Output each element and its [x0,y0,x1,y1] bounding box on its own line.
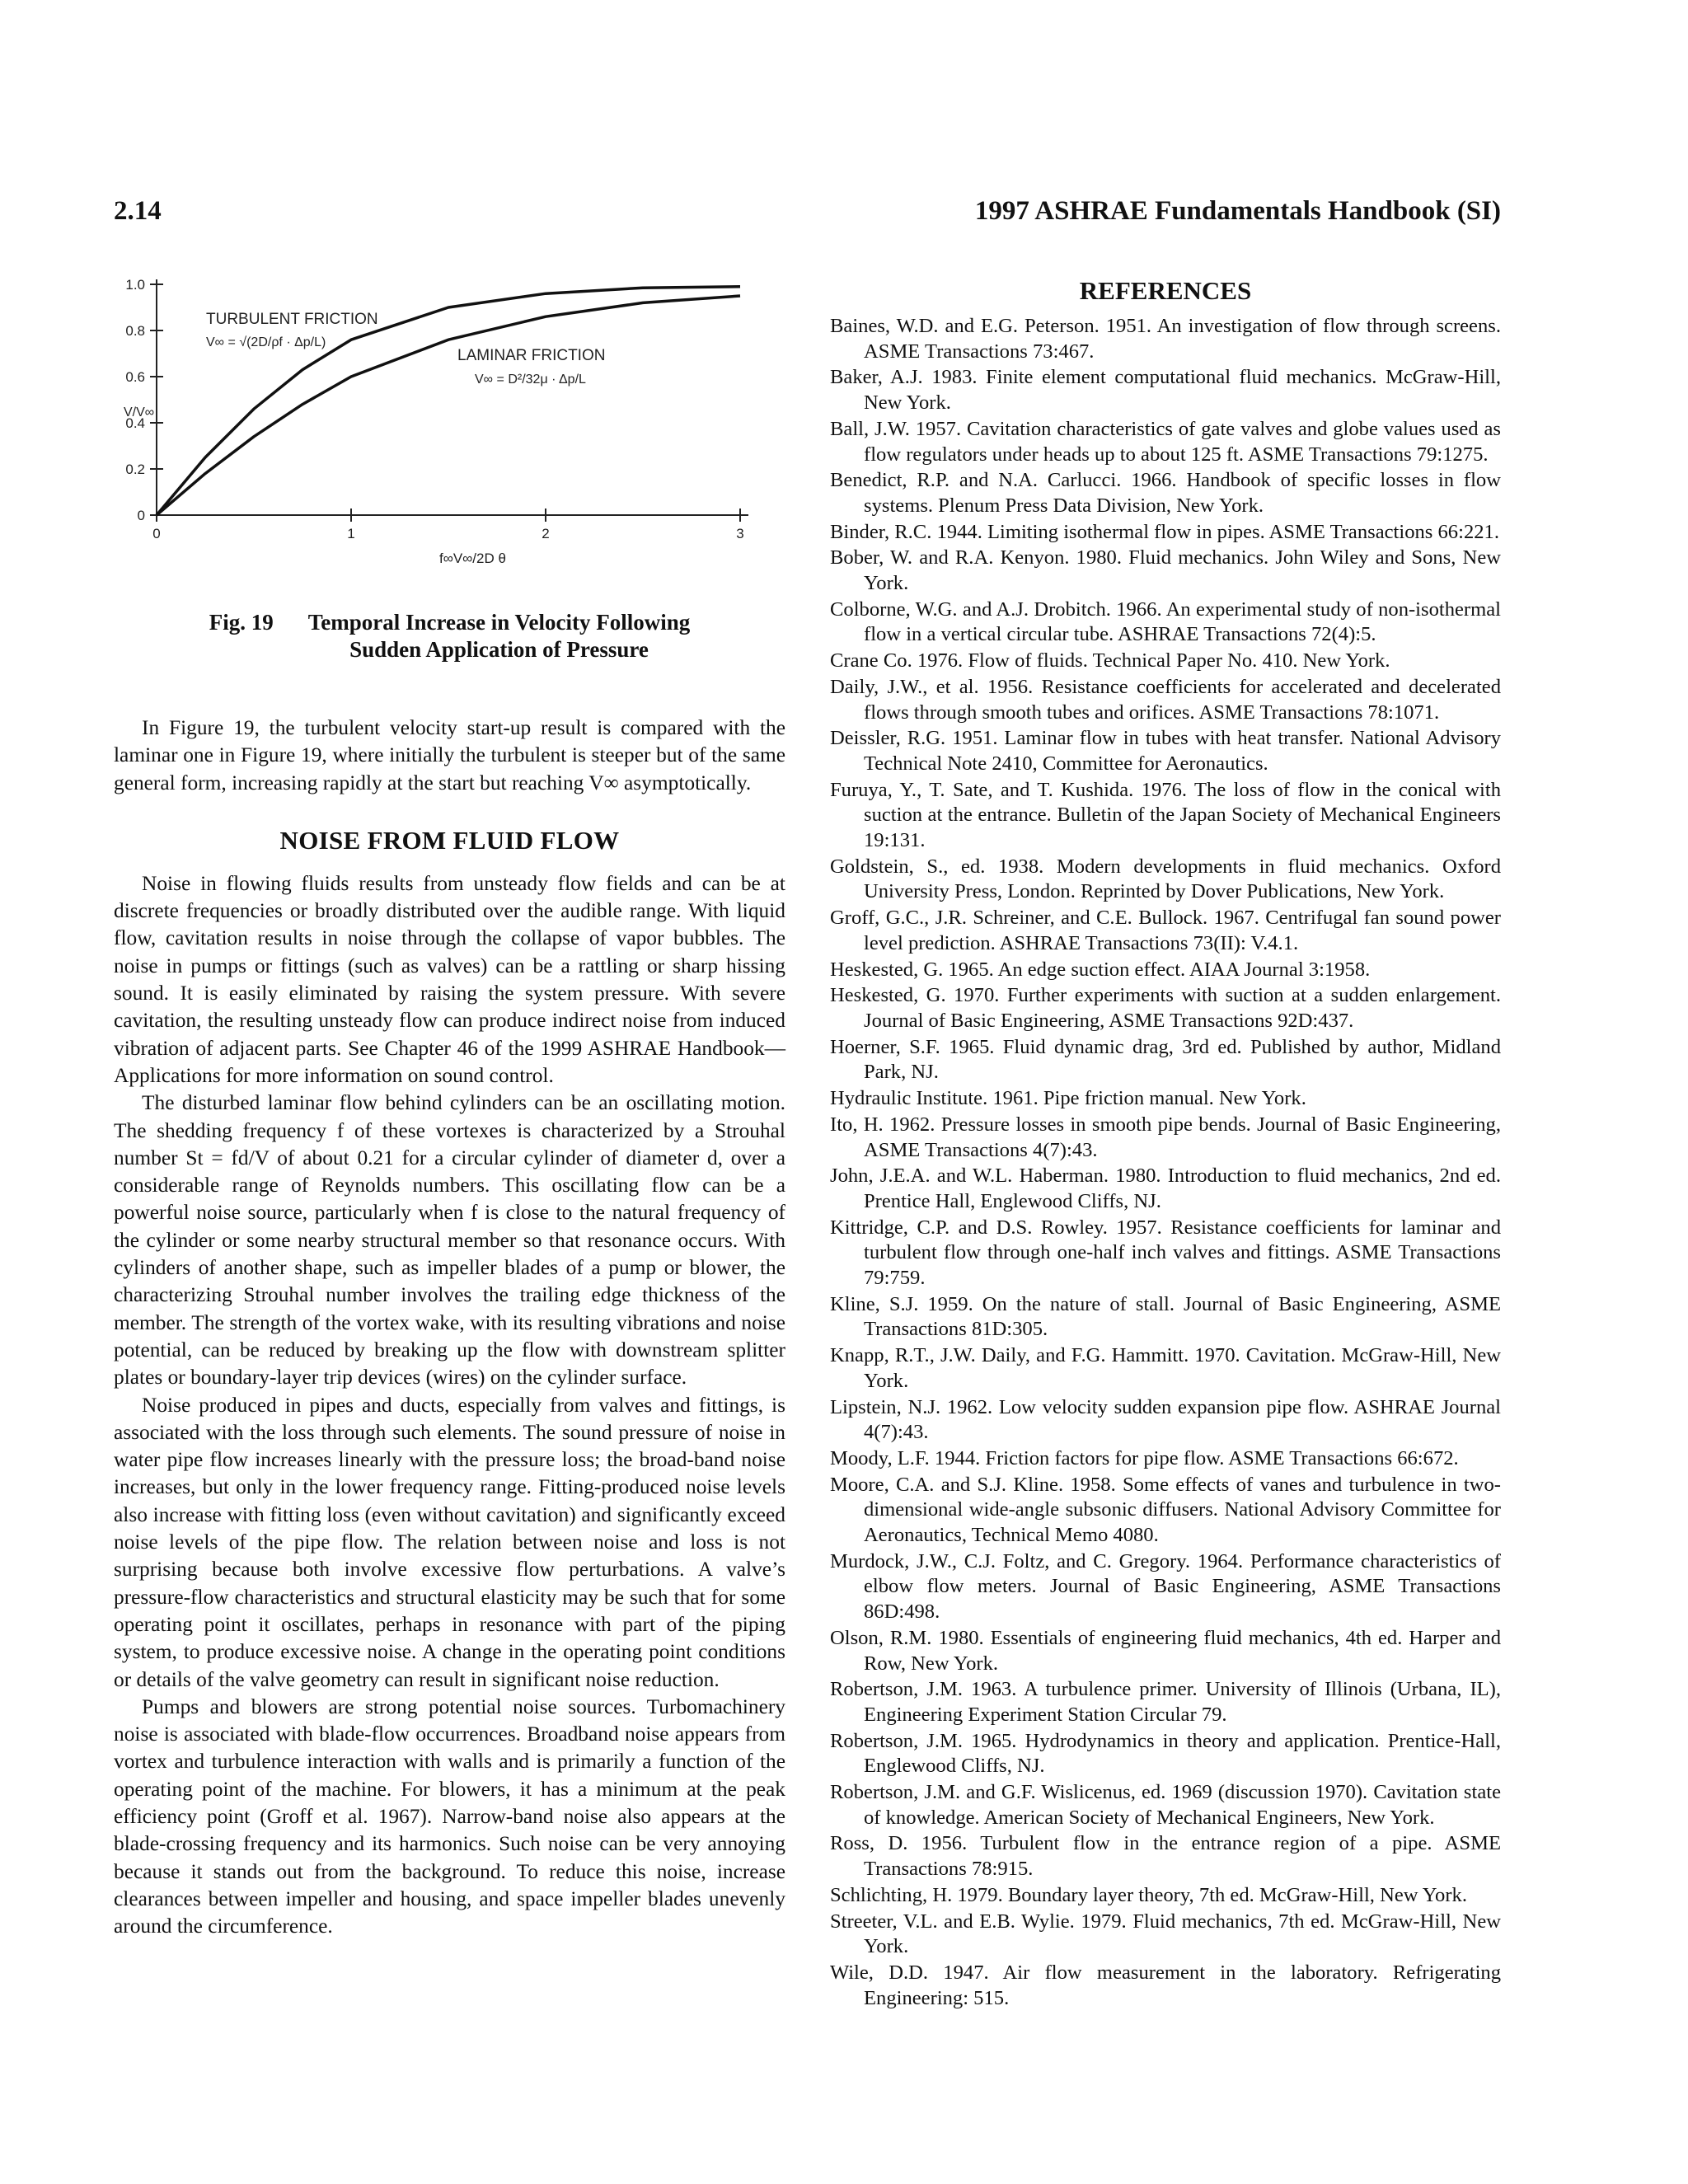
figure-caption [114,609,785,663]
reference-item: Deissler, R.G. 1951. Laminar flow in tubes with heat transfer. National Advisory Technical Note 2410, Committee for Aeronautics. [830,727,1501,775]
y-tick-label: 1.0 [125,277,145,293]
laminar-label: LAMINAR FRICTION [457,347,606,364]
x-tick-label: 1 [347,526,355,541]
reference-item: John, J.E.A. and W.L. Haberman. 1980. Introduction to fluid mechanics, 2nd ed. Prentice Hall, Englewood Cliffs, NJ. [830,1165,1501,1212]
x-axis-label: f∞V∞/2D θ [439,551,506,566]
figure-19 [114,268,785,581]
x-tick-label: 2 [542,526,550,541]
series-line [157,296,740,515]
y-tick-label: 0.6 [125,369,145,385]
reference-item: Schlichting, H. 1979. Boundary layer theory, 7th ed. McGraw-Hill, New York. [830,1883,1467,1906]
reference-item: Colborne, W.G. and A.J. Drobitch. 1966. An experimental study of non-isothermal flow in a vertical circular tube. ASHRAE Transactions 72(4):5. [830,598,1501,646]
reference-item: Furuya, Y., T. Sate, and T. Kushida. 1976. The loss of flow in the conical with suction at the entrance. Bulletin of the Japan Society of Mechanical Engineers 19:131. [830,778,1501,852]
reference-item: Murdock, J.W., C.J. Foltz, and C. Gregory. 1964. Performance characteristics of elbow flow meters. Journal of Basic Engineering, ASME Transactions 86D:498. [830,1549,1501,1624]
references-heading: REFERENCES [1079,276,1252,305]
laminar-formula: V∞ = D²/32μ · Δp/L [475,373,586,387]
reference-item: Kittridge, C.P. and D.S. Rowley. 1957. Resistance coefficients for laminar and turbulent flow through one-half inch valves and fittings. ASME Transactions 79:759. [830,1216,1501,1290]
noise-paragraph-3: Noise produced in pipes and ducts, especially from valves and fittings, is associated with the loss through such elements. The sound pressure of noise in water pipe flow increases linearly with the pressure loss; the broad-band noise increases, but only in the lower frequency range. Fitting-produced noise levels also increase with fitting loss (even without cavitation) and significantly exceed noise levels of the pipe flow. The relation between noise and loss is not surprising because both involve excessive flow perturbations. A valve’s pressure-flow characteristics and structural elasticity may be such that for some operating point it oscillates, perhaps in resonance with part of the piping system, to produce excessive noise. A change in the operating point conditions or details of the valve geometry can result in significant noise reduction. [114,1393,785,1691]
reference-item: Ball, J.W. 1957. Cavitation characteristics of gate valves and globe values used as flow regulators under heads up to about 125 ft. ASME Transactions 79:1275. [830,417,1501,466]
intro-paragraph: In Figure 19, the turbulent velocity start-up result is compared with the laminar one in Figure 19, where initially the turbulent is steeper but of the same general form, increasing rapidly at the start but reaching V∞ asymptotically. [114,716,785,794]
reference-item: Baines, W.D. and E.G. Peterson. 1951. An investigation of flow through screens. ASME Transactions 73:467. [830,315,1501,363]
running-title: 1997 ASHRAE Fundamentals Handbook (SI) [974,196,1501,226]
reference-item: Knapp, R.T., J.W. Daily, and F.G. Hammitt. 1970. Cavitation. McGraw-Hill, New York. [830,1344,1501,1392]
reference-item: Robertson, J.M. 1965. Hydrodynamics in theory and application. Prentice-Hall, Englewood Cliffs, NJ. [830,1729,1501,1778]
reference-item: Crane Co. 1976. Flow of fluids. Technical Paper No. 410. New York. [830,649,1390,673]
noise-paragraph-1: Noise in flowing fluids results from unsteady flow fields and can be at discrete frequencies or broadly distributed over the audible range. With liquid flow, cavitation results in noise through the collapse of vapor bubbles. The noise in pumps or fittings (such as valves) can be a rattling or sharp hissing sound. It is easily eliminated by raising the system pressure. With severe cavitation, the resulting unsteady flow can produce indirect noise from induced vibration of adjacent parts. See Chapter 46 of the 1999 ASHRAE Handbook—Applications for more information on sound control. [114,871,785,1087]
x-tick-label: 0 [152,526,161,541]
reference-item: Daily, J.W., et al. 1956. Resistance coefficients for accelerated and decelerated flows through smooth tubes and orifices. ASME Transactions 78:1071. [830,675,1501,724]
reference-item: Streeter, V.L. and E.B. Wylie. 1979. Fluid mechanics, 7th ed. McGraw-Hill, New York. [830,1910,1501,1958]
reference-item: Benedict, R.P. and N.A. Carlucci. 1966. Handbook of specific losses in flow systems. Plenum Press Data Division, New York. [830,469,1501,517]
turbulent-label: TURBULENT FRICTION [206,311,378,328]
y-tick-label: 0.4 [125,415,145,431]
noise-paragraph-2: The disturbed laminar flow behind cylinders can be an oscillating motion. The shedding frequency f of these vortexes is characterized by a Strouhal number St = fd/V of about 0.21 for a circular cylinder of diameter d, over a considerable range of Reynolds numbers. This oscillating flow can be a powerful noise source, particularly when f is close to the natural frequency of the cylinder or some nearby structural member so that resonance occurs. With cylinders of another shape, such as impeller blades of a pump or blower, the characterizing Strouhal number involves the trailing edge thickness of the member. The strength of the vortex wake, with its resulting vibrations and noise potential, can be reduced by breaking up the flow with downstream splitter plates or boundary-layer trip devices (wires) on the cylinder surface. [114,1091,785,1390]
reference-item: Baker, A.J. 1983. Finite element computational fluid mechanics. McGraw-Hill, New York. [830,366,1501,415]
y-axis-label: V/V∞ [124,405,155,419]
reference-item: Heskested, G. 1970. Further experiments with suction at a sudden enlargement. Journal of Basic Engineering, ASME Transactions 92D:437. [830,984,1501,1032]
figure-label: Fig. 19 [209,610,274,635]
reference-item: Bober, W. and R.A. Kenyon. 1980. Fluid mechanics. John Wiley and Sons, New York. [830,546,1501,595]
reference-item: Hoerner, S.F. 1965. Fluid dynamic drag, 3rd ed. Published by author, Midland Park, NJ. [830,1035,1501,1084]
reference-item: Kline, S.J. 1959. On the nature of stall. Journal of Basic Engineering, ASME Transactions 81D:305. [830,1292,1501,1341]
reference-item: Robertson, J.M. 1963. A turbulence primer. University of Illinois (Urbana, IL), Engineering Experiment Station Circular 79. [830,1678,1501,1726]
left-column [114,268,785,1940]
reference-item: Olson, R.M. 1980. Essentials of engineering fluid mechanics, 4th ed. Harper and Row, New York. [830,1626,1501,1675]
page-number: 2.14 [114,196,162,226]
reference-item: Moody, L.F. 1944. Friction factors for pipe flow. ASME Transactions 66:672. [830,1446,1459,1469]
right-column [830,268,1501,2012]
y-tick-label: 0 [137,508,145,523]
y-tick-label: 0.8 [125,323,145,339]
page-header [114,196,1501,237]
chart-labels [124,311,605,566]
reference-list [830,314,1501,2011]
y-tick-label: 0.2 [125,462,145,477]
reference-item: Ito, H. 1962. Pressure losses in smooth pipe bends. Journal of Basic Engineering, ASME Transactions 4(7):43. [830,1113,1501,1161]
reference-item: Wile, D.D. 1947. Air flow measurement in the laboratory. Refrigerating Engineering: 515. [830,1961,1501,2009]
reference-item: Groff, G.C., J.R. Schreiner, and C.E. Bullock. 1967. Centrifugal fan sound power level prediction. ASHRAE Transactions 73(II): V.4.1. [830,907,1501,954]
section-heading: NOISE FROM FLUID FLOW [279,825,620,855]
reference-item: Binder, R.C. 1944. Limiting isothermal flow in pipes. ASME Transactions 66:221. [830,520,1499,543]
reference-item: Robertson, J.M. and G.F. Wislicenus, ed. 1969 (discussion 1970). Cavitation state of knowledge. American Society of Mechanical Engineers, New York. [830,1781,1501,1829]
turbulent-formula: V∞ = √(2D/ρf · Δp/L) [206,335,326,349]
velocity-chart [114,268,785,581]
reference-item: Goldstein, S., ed. 1938. Modern developments in fluid mechanics. Oxford University Press, London. Reprinted by Dover Publications, New York. [830,855,1501,903]
reference-item: Moore, C.A. and S.J. Kline. 1958. Some effects of vanes and turbulence in two-dimensional wide-angle subsonic diffusers. National Advisory Committee for Aeronautics, Technical Memo 4080. [830,1473,1501,1547]
reference-item: Lipstein, N.J. 1962. Low velocity sudden expansion pipe flow. ASHRAE Journal 4(7):43. [830,1395,1501,1444]
reference-item: Ross, D. 1956. Turbulent flow in the entrance region of a pipe. ASME Transactions 78:915. [830,1832,1501,1881]
caption-line-1: Temporal Increase in Velocity Following [307,610,691,635]
noise-paragraph-4: Pumps and blowers are strong potential noise sources. Turbomachinery noise is associated with blade-flow occurrences. Broadband noise appears from vortex and turbulence interaction with walls and is primarily a function of the operating point of the machine. For blowers, it has a minimum at the peak efficiency point (Groff et al. 1967). Narrow-band noise also appears at the blade-crossing frequency and its harmonics. Such noise can be very annoying because it stands out from the background. To reduce this noise, increase clearances between impeller and housing, and space impeller blades unevenly around the circumference. [114,1694,785,1938]
reference-item: Heskested, G. 1965. An edge suction effect. AIAA Journal 3:1958. [830,958,1371,981]
reference-item: Hydraulic Institute. 1961. Pipe friction manual. New York. [830,1087,1306,1110]
x-tick-label: 3 [736,526,744,541]
caption-line-2: Sudden Application of Pressure [349,637,649,662]
